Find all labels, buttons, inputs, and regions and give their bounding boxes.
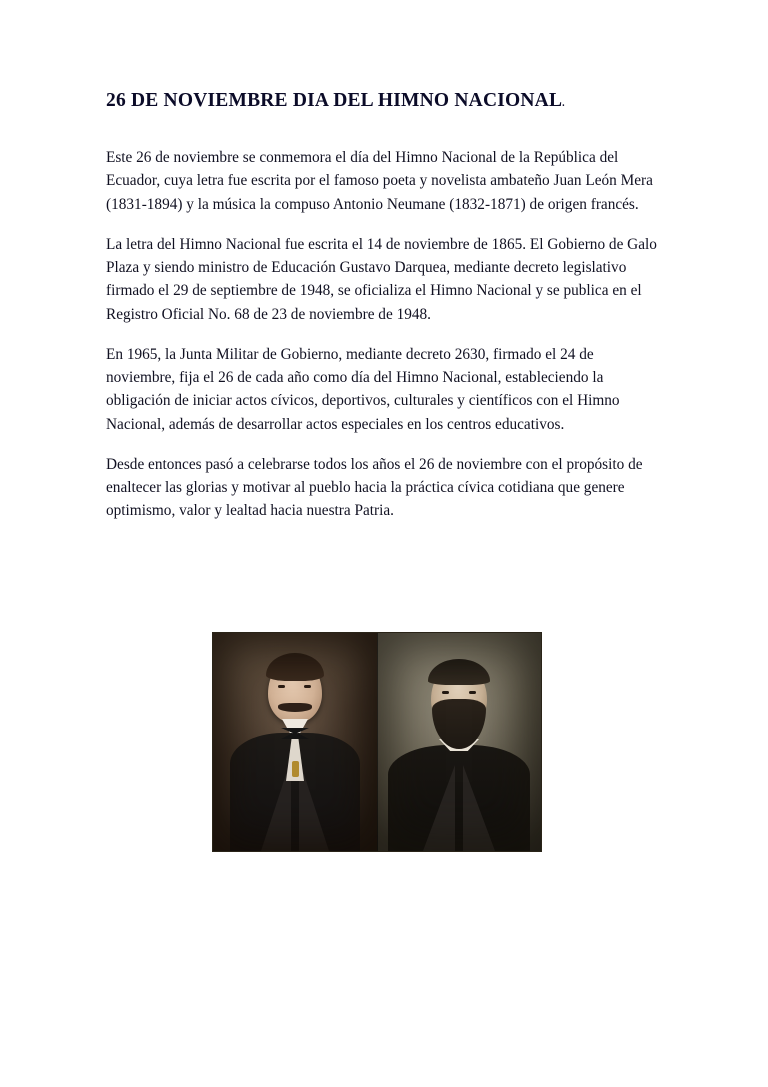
paragraph-3: En 1965, la Junta Militar de Gobierno, mediante decreto 2630, firmado el 24 de noviembre, fija el 26 de cada año como día del Himno Nacional, estableciendo la obligación de iniciar actos cívicos, deportivos, culturales y científicos con el Himno Nacional, además de desarrollar actos especiales en los centros educativos. [106, 345, 620, 433]
page-title [106, 90, 662, 112]
portrait-left-vignette [213, 633, 377, 851]
portrait-divider [377, 633, 378, 851]
page-title-suffix: . [562, 98, 565, 109]
portrait-right-vignette [377, 633, 541, 851]
page-title-text: 26 DE NOVIEMBRE DIA DEL HIMNO NACIONAL [106, 90, 563, 111]
paragraph-4: Desde entonces pasó a celebrarse todos los años el 26 de noviembre con el propósito de enaltecer las glorias y motivar al pueblo hacia la práctica cívica cotidiana que genere optimismo, valor y lealtad hacia nuestra Patria. [106, 455, 643, 520]
portrait-figure [212, 632, 542, 852]
paragraph-2: La letra del Himno Nacional fue escrita el 14 de noviembre de 1865. El Gobierno de Galo Plaza y siendo ministro de Educación Gustavo Darquea, mediante decreto legislativo firmado el 29 de septiembre de 1948, se oficializa el Himno Nacional y se publica en el Registro Oficial No. 68 de 23 de noviembre de 1948. [106, 235, 657, 323]
document-body [106, 146, 662, 523]
paragraph-1: Este 26 de noviembre se conmemora el día del Himno Nacional de la República del Ecuador, cuya letra fue escrita por el famoso poeta y novelista ambateño Juan León Mera (1831-1894) y la música la compuso Antonio Neumane (1832-1871) de origen francés. [106, 149, 653, 213]
portrait-juan-leon-mera [213, 633, 377, 851]
portrait-antonio-neumane [377, 633, 541, 851]
